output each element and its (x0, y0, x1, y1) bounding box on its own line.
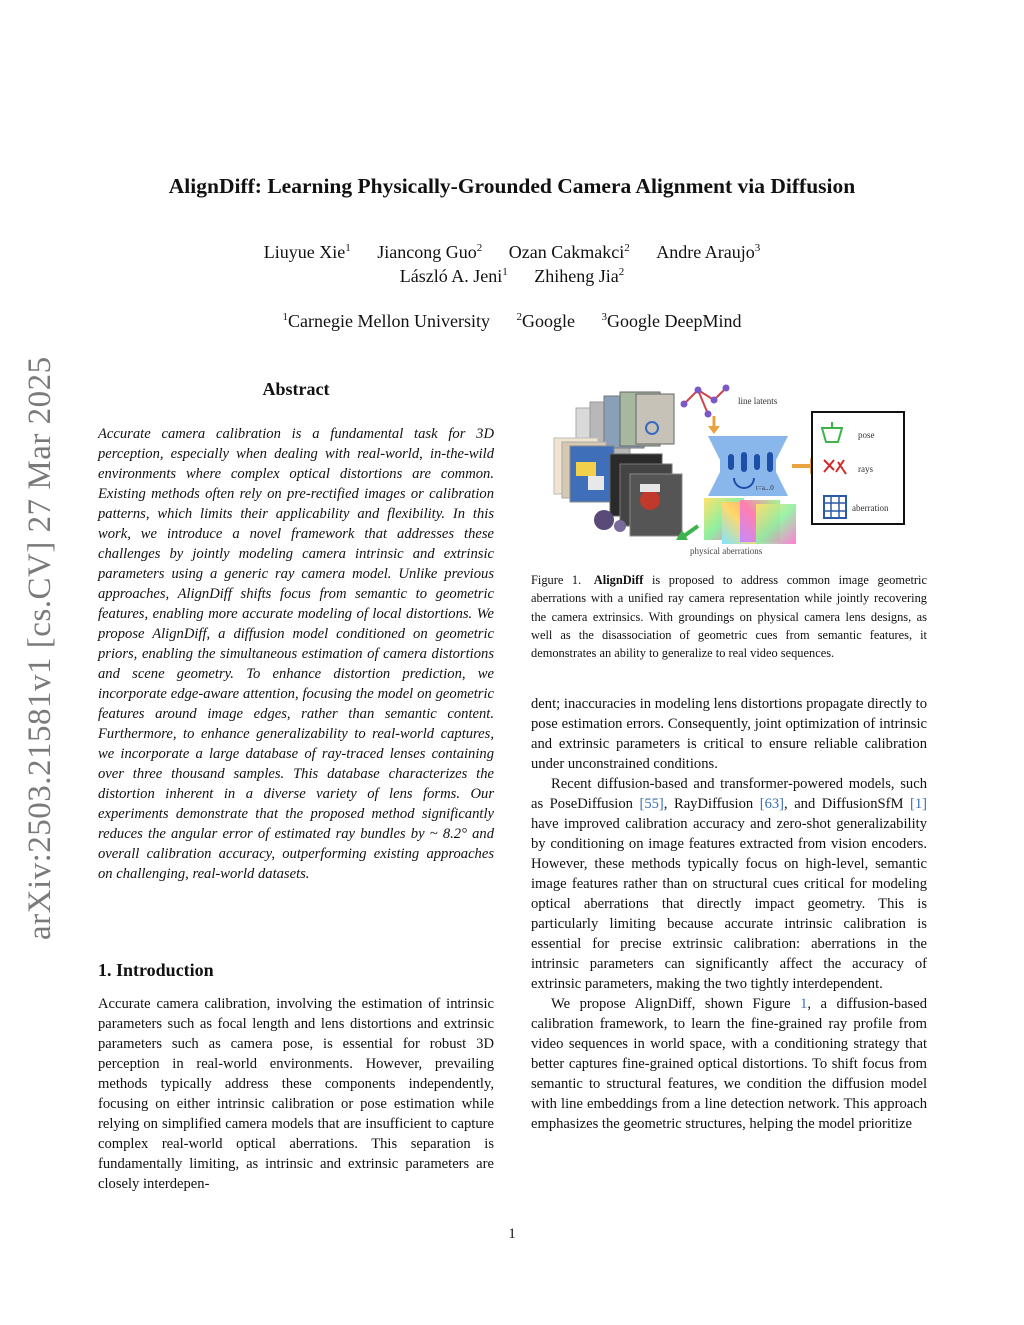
paper-title: AlignDiff: Learning Physically-Grounded Camera Alignment via Diffusion (168, 174, 856, 198)
physical-aberration-tiles (704, 498, 796, 544)
label-line-latents: line latents (738, 396, 778, 406)
citation-link[interactable]: [63] (759, 796, 785, 812)
author: Andre Araujo$^3$ (656, 242, 761, 262)
label-physical-aberrations: physical aberrations (690, 546, 763, 556)
author: Zhiheng Jia$^2$ (534, 266, 625, 286)
caption-text: is proposed to address common image geometric aberrations with a unified ray camera representation while jointly recovering the camera extrinsics. With groundings on physical camera lens designs, as well as the disassociation of geometric cues from semantic features, it demonstrates an ability to generalize to real video sequences. (531, 573, 928, 661)
arrow-down-head-icon (708, 426, 720, 434)
page-number: 1 (508, 1226, 516, 1242)
figure-diagram (548, 380, 908, 560)
abstract-heading: Abstract (262, 379, 330, 399)
author: Jiancong Guo$^2$ (377, 242, 483, 262)
right-column-text (531, 694, 927, 1134)
figure-caption (531, 571, 927, 662)
caption-name: AlignDiff (593, 573, 644, 587)
photo-stack-bottom (554, 438, 614, 502)
paragraph: dent; inaccuracies in modeling lens distortions propagate directly to pose estimation errors. Consequently, joint optimization of intrinsic and extrinsic parameters is critical to ensure reliable calibration under unconstrained conditions. (531, 696, 927, 772)
line-latents-graph (681, 385, 730, 418)
affiliation: $^3$Google DeepMind (601, 311, 742, 331)
caption-label: Figure 1. (531, 573, 582, 587)
author-list (0, 240, 1024, 288)
affiliation: $^1$Carnegie Mellon University (282, 311, 490, 331)
label-timestep: t=a...0 (756, 484, 774, 492)
label-aberration: aberration (852, 503, 889, 513)
citation-link[interactable]: [55] (639, 796, 664, 812)
figure-reference-link[interactable]: 1 (800, 996, 808, 1012)
label-rays: rays (858, 464, 873, 474)
abstract-body: Accurate camera calibration is a fundamental task for 3D perception, especially when dealing with real-world, in-the-wild environments where complex optical distortions are common. Existing methods often rely on pre-rectified images or calibration patterns, which limits their applicability and flexibility. In this work, we introduce a novel framework that addresses these challenges by jointly modeling camera intrinsic and extrinsic parameters using a generic ray camera model. Unlike previous approaches, AlignDiff shifts focus from semantic to geometric features, enabling more accurate modeling of local distortions. We propose AlignDiff, a diffusion model conditioned on geometric priors, enabling the simultaneous estimation of camera distortions and scene geometry. To enhance distortion prediction, we incorporate edge-aware attention, focusing the model on geometric features around image edges, rather than semantic content. Furthermore, to enhance generalizability to real-world captures, we incorporate a large database of ray-traced lenses containing over three thousand samples. This database characterizes the distortion inherent in a diverse variety of lens forms. Our experiments demonstrate that the proposed method significantly reduces the angular error of estimated ray bundles by ~ 8.2° and overall calibration accuracy, outperforming existing approaches on challenging, real-world datasets. (98, 426, 494, 882)
introduction-paragraph: Accurate camera calibration, involving the estimation of intrinsic parameters such as focal length and lens distortions and extrinsic parameters such as camera pose, is essential for robust 3D perception in real-world environments. However, prevailing methods typically address these components independently, focusing on either intrinsic calibration or pose estimation while relying on simplified camera models that are insufficient to capture complex real-world optical aberrations. This separation is fundamentally limiting, as intrinsic and extrinsic parameters are closely interdepen- (98, 996, 494, 1192)
arrow-left-icon (684, 526, 698, 536)
author: Ozan Cakmakci$^2$ (508, 242, 630, 262)
author: László A. Jeni$^1$ (399, 266, 508, 286)
paragraph: We propose AlignDiff, shown Figure 1, a diffusion-based calibration framework, to learn the fine-grained ray profile from video sequences in world space, with a conditioning strategy that better captures fine-grained optical distortions. To shift focus from semantic to structural features, we condition the diffusion model with line embeddings from a line detection network. This approach emphasizes the geometric structures, helping the model prioritize (531, 996, 927, 1132)
arxiv-identifier: arXiv:2503.21581v1 [cs.CV] 27 Mar 2025 (22, 356, 58, 940)
label-pose: pose (858, 430, 875, 440)
affiliation: $^2$Google (516, 311, 575, 331)
affiliation-list (0, 311, 1024, 332)
citation-link[interactable]: [1] (909, 796, 927, 812)
author: Liuyue Xie$^1$ (263, 242, 351, 262)
figure-1 (548, 380, 908, 560)
introduction-heading: 1. Introduction (98, 960, 214, 980)
paragraph: Recent diffusion-based and transformer-powered models, such as PoseDiffusion [55], RayDiffusion [63], and DiffusionSfM [1] have improved calibration accuracy and zero-shot generalizability by conditioning on image features extracted from vision encoders. However, these methods typically focus on high-level, semantic image features rather than on structural cues critical for modeling optical aberrations that directly impact geometry. This is particularly limiting because accurate intrinsic calibration is essential for precise extrinsic calibration: aberrations in the intrinsic parameters can significantly affect the accuracy of extrinsic parameters, making the two tightly interdependent. (531, 776, 927, 992)
